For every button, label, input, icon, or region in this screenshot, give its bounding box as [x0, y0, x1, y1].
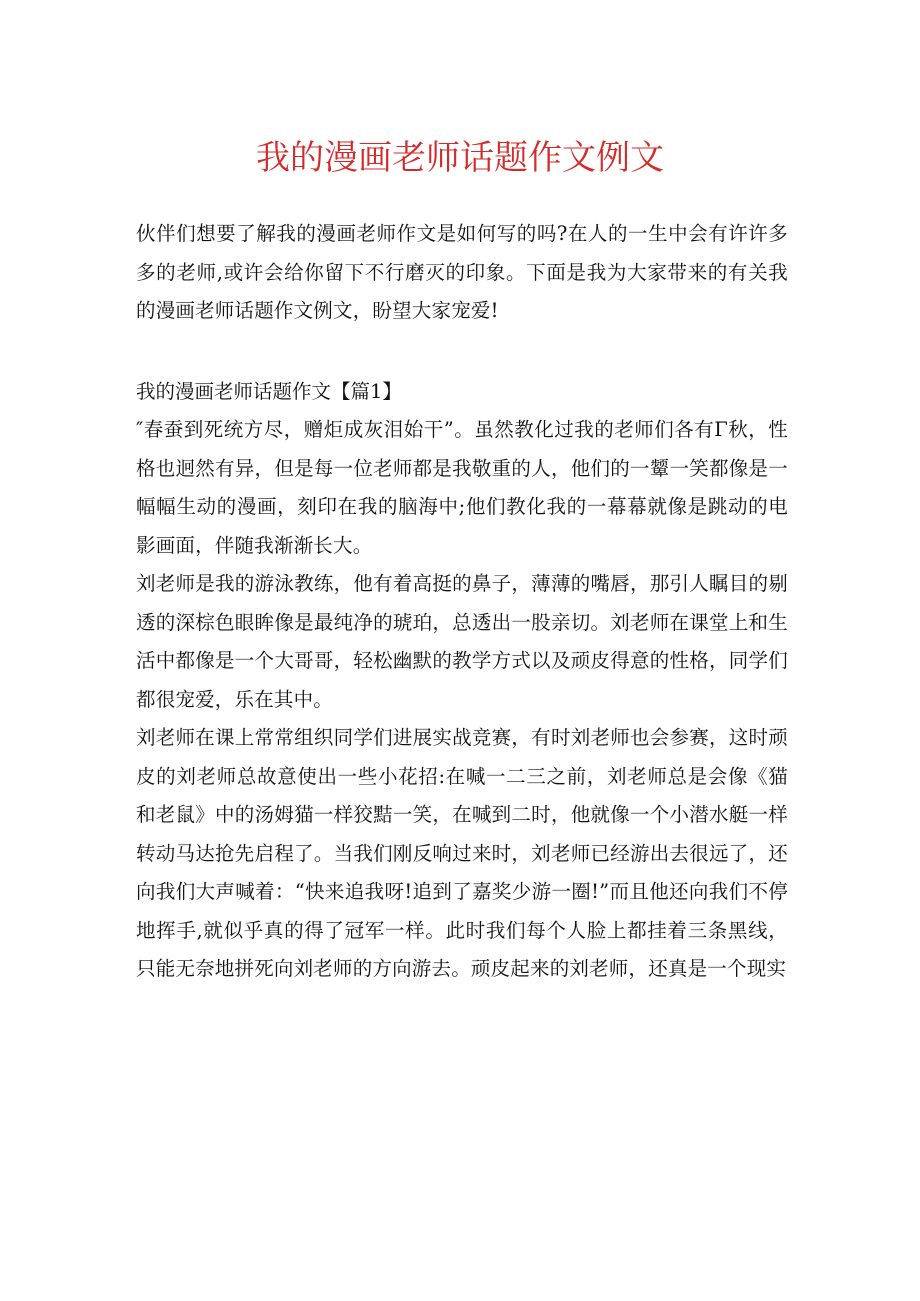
document-body — [136, 215, 788, 989]
body-paragraph-2: 刘老师是我的游泳教练，他有着高挺的鼻子，薄薄的嘴唇，那引人瞩目的剔透的深棕色眼眸像是最纯净的琥珀，总透出一股亲切。刘老师在课堂上和生活中都像是一个大哥哥，轻松幽默的教学方式以及顽皮得意的性格，同学们都很宠爱，乐在其中。 — [136, 572, 788, 711]
section-spacer — [136, 331, 788, 373]
document-title: 我的漫画老师话题作文例文 — [256, 138, 664, 178]
intro-paragraph: 伙伴们想要了解我的漫画老师作文是如何写的吗?在人的一生中会有许许多多的老师,或许会给你留下不行磨灭的印象。下面是我为大家带来的有关我的漫画老师话题作文例文，盼望大家宠爱! — [136, 222, 788, 322]
body-paragraph-1: ″春蚕到死统方尽，赠炬成灰泪始干”。虽然教化过我的老师们各有Γ秋，性格也迥然有异，但是每一位老师都是我敬重的人，他们的一颦一笑都像是一幅幅生动的漫画，刻印在我的脑海中;他们教化我的一幕幕就像是跳动的电影画面，伴随我渐渐长大。 — [136, 418, 788, 557]
body-paragraph-3: 刘老师在课上常常组织同学们进展实战竞赛，有时刘老师也会参赛，这时顽皮的刘老师总故意使出一些小花招:在喊一二三之前，刘老师总是会像《猫和老鼠》中的汤姆猫一样狡黠一笑，在喊到二时，他就像一个小潜水艇一样转动马达抢先启程了。当我们刚反响过来时，刘老师已经游出去很远了，还向我们大声喊着：“快来追我呀!追到了嘉奖少游一圈!”而且他还向我们不停地挥手,就似乎真的得了冠军一样。此时我们每个人脸上都挂着三条黑线，只能无奈地拼死向刘老师的方向游去。顽皮起来的刘老师，还真是一个现实 — [136, 726, 788, 980]
section-heading: 我的漫画老师话题作文【篇1】 — [136, 379, 402, 403]
